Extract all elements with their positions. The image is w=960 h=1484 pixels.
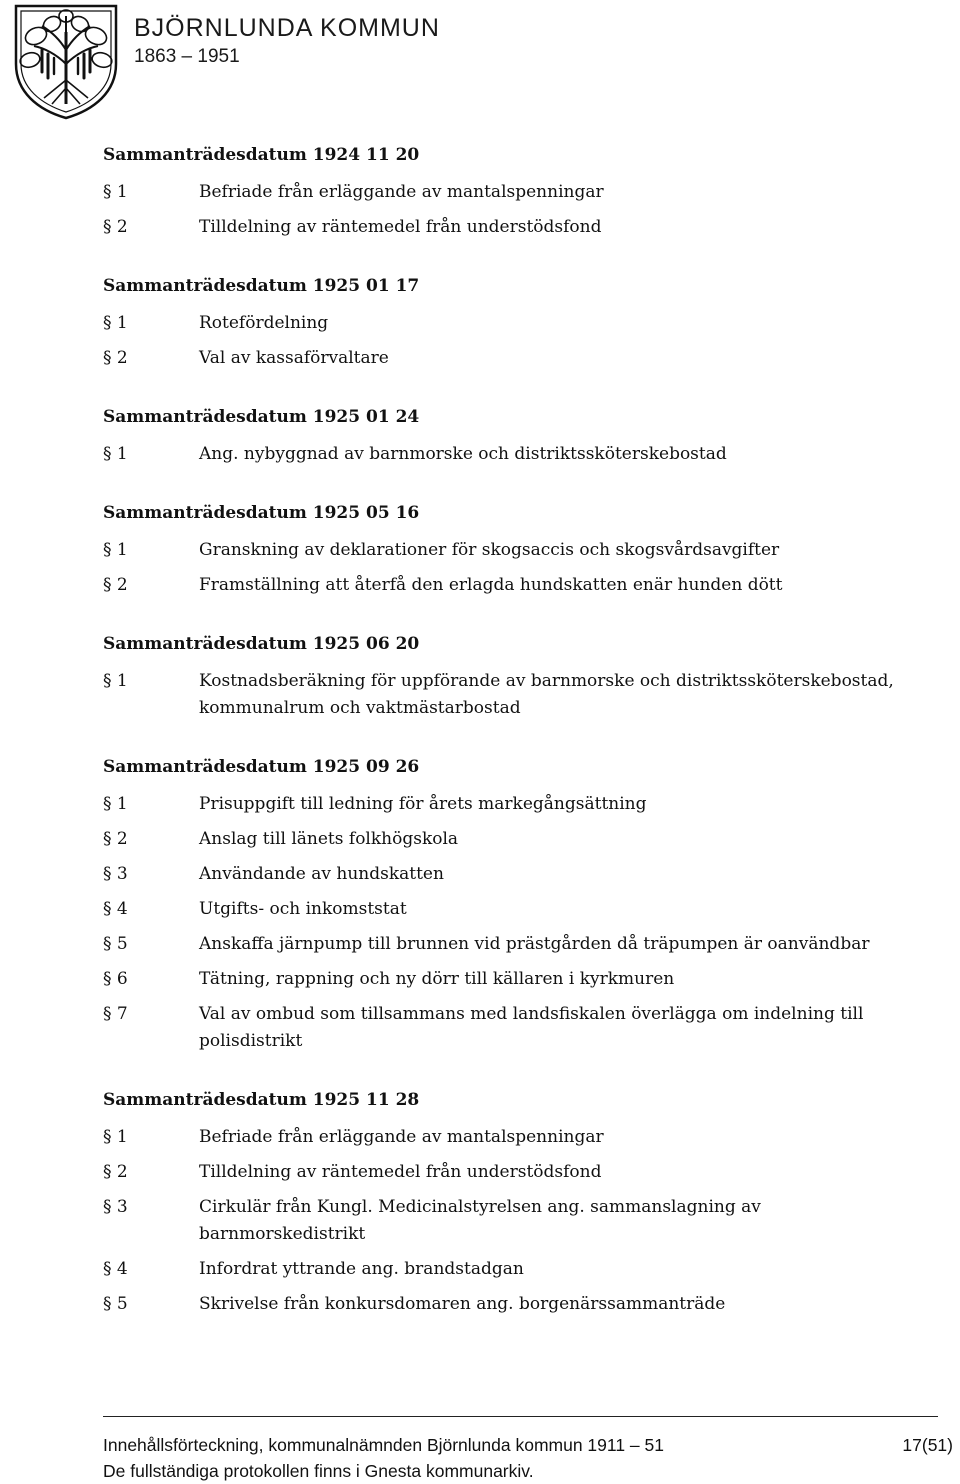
paragraph-number: § 3 [103,864,128,884]
agenda-item-text: Val av kassaförvaltare [199,348,389,368]
agenda-item [103,214,903,241]
meeting-section [103,633,903,722]
paragraph-number: § 5 [103,934,128,954]
agenda-item [103,1194,903,1248]
meeting-section [103,406,903,468]
agenda-item [103,966,903,993]
agenda-item [103,441,903,468]
agenda-item [103,310,903,337]
agenda-item [103,537,903,564]
agenda-item [103,668,903,722]
meeting-date: Sammanträdesdatum 1925 06 20 [103,634,420,654]
paragraph-number: § 3 [103,1197,128,1217]
paragraph-number: § 2 [103,217,128,237]
footer-text [103,1432,664,1484]
meeting-section [103,144,903,241]
meeting-section [103,1089,903,1318]
meeting-section [103,275,903,372]
agenda-item [103,345,903,372]
organization-years: 1863 – 1951 [134,46,240,67]
paragraph-number: § 1 [103,794,128,814]
paragraph-number: § 5 [103,1294,128,1314]
agenda-item [103,1001,903,1055]
paragraph-number: § 1 [103,671,128,691]
agenda-item-text: Tilldelning av räntemedel från understödsfond [199,1162,602,1182]
meeting-section [103,756,903,1055]
agenda-item [103,791,903,818]
meeting-date: Sammanträdesdatum 1924 11 20 [103,145,420,165]
agenda-item [103,1291,903,1318]
agenda-item [103,1256,903,1283]
agenda-item [103,931,903,958]
agenda-item-text: Granskning av deklarationer för skogsaccis och skogsvårdsavgifter [199,540,780,560]
meeting-date: Sammanträdesdatum 1925 01 24 [103,407,420,427]
agenda-item-text: Tätning, rappning och ny dörr till källaren i kyrkmuren [199,969,675,989]
paragraph-number: § 4 [103,1259,128,1279]
meeting-index [103,144,903,1352]
agenda-item-text: Ang. nybyggnad av barnmorske och distriktssköterskebostad [199,444,727,464]
paragraph-number: § 2 [103,575,128,595]
paragraph-number: § 6 [103,969,128,989]
footer-divider [103,1416,938,1417]
footer-title: Innehållsförteckning, kommunalnämnden Björnlunda kommun 1911 – 51 [103,1435,664,1455]
agenda-item-text: Framställning att återfå den erlagda hundskatten enär hunden dött [199,575,783,595]
paragraph-number: § 2 [103,348,128,368]
agenda-item-text: Befriade från erläggande av mantalspenningar [199,182,604,202]
meeting-section [103,502,903,599]
agenda-item-text: Tilldelning av räntemedel från understödsfond [199,217,602,237]
agenda-item-text: Kostnadsberäkning för uppförande av barnmorske och distriktssköterskebostad, kommunalrum och vaktmästarbostad [199,671,894,718]
agenda-item [103,1159,903,1186]
agenda-item-text: Utgifts- och inkomststat [199,899,407,919]
agenda-item-text: Cirkulär från Kungl. Medicinalstyrelsen ang. sammanslagning av barnmorskedistrikt [199,1197,761,1244]
paragraph-number: § 2 [103,829,128,849]
footer-note: De fullständiga protokollen finns i Gnesta kommunarkiv. [103,1461,534,1481]
agenda-item-text: Infordrat yttrande ang. brandstadgan [199,1259,524,1279]
agenda-item-text: Prisuppgift till ledning för årets markegångsättning [199,794,647,814]
paragraph-number: § 2 [103,1162,128,1182]
agenda-item-text: Befriade från erläggande av mantalspenningar [199,1127,604,1147]
meeting-date: Sammanträdesdatum 1925 05 16 [103,503,420,523]
agenda-item [103,179,903,206]
agenda-item [103,826,903,853]
agenda-item-text: Val av ombud som tillsammans med landsfiskalen överlägga om indelning till polisdistrikt [199,1004,864,1051]
paragraph-number: § 7 [103,1004,128,1024]
agenda-item [103,1124,903,1151]
meeting-date: Sammanträdesdatum 1925 01 17 [103,276,420,296]
agenda-item-text: Anslag till länets folkhögskola [199,829,459,849]
agenda-item-text: Anskaffa järnpump till brunnen vid prästgården då träpumpen är oanvändbar [199,934,870,954]
agenda-item [103,861,903,888]
page-header [0,0,960,120]
agenda-item [103,572,903,599]
agenda-item-text: Skrivelse från konkursdomaren ang. borgenärssammanträde [199,1294,726,1314]
paragraph-number: § 1 [103,540,128,560]
paragraph-number: § 1 [103,182,128,202]
meeting-date: Sammanträdesdatum 1925 11 28 [103,1090,420,1110]
meeting-date: Sammanträdesdatum 1925 09 26 [103,757,420,777]
agenda-item-text: Rotefördelning [199,313,329,333]
organization-name: BJÖRNLUNDA KOMMUN [134,14,440,42]
paragraph-number: § 1 [103,1127,128,1147]
tree-coat-of-arms-icon [8,2,124,120]
paragraph-number: § 1 [103,313,128,333]
page-number: 17(51) [902,1435,953,1455]
paragraph-number: § 4 [103,899,128,919]
agenda-item-text: Användande av hundskatten [199,864,444,884]
paragraph-number: § 1 [103,444,128,464]
agenda-item [103,896,903,923]
